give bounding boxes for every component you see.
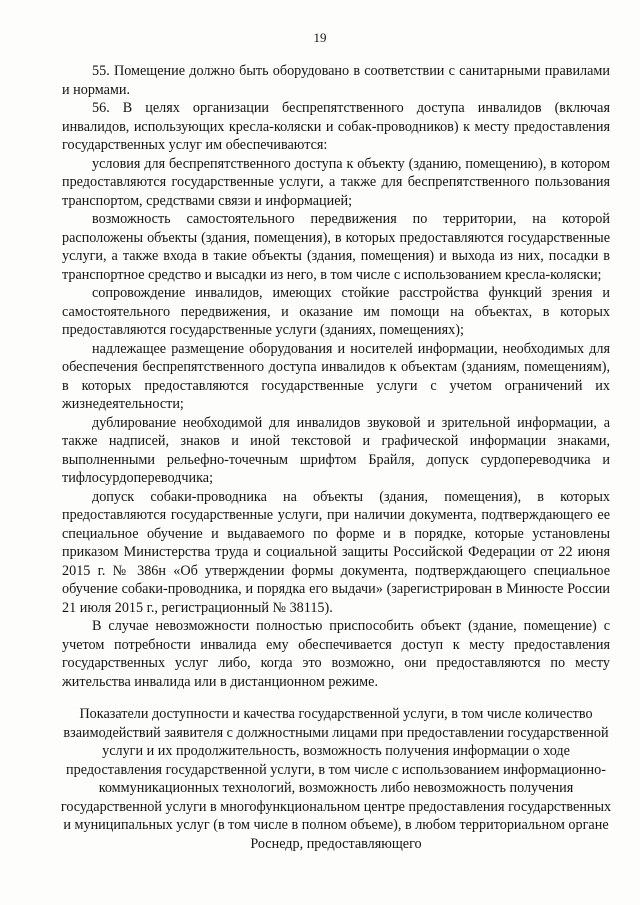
paragraph-escort: сопровождение инвалидов, имеющих стойкие расстройства функций зрения и самостоятельного передвижения, и оказание им помощи на объектах, в которых предоставляются государственные услуги (зданиях, помещениях); [62, 285, 610, 338]
paragraph-impossibility: В случае невозможности полностью приспособить объект (здание, помещение) с учетом потребности инвалида ему обеспечивается доступ к месту предоставления государственных услуг либо, когда это возможно, они предоставляются по месту жительства инвалида или в дистанционном режиме. [62, 618, 610, 690]
paragraph-duplication: дублирование необходимой для инвалидов звуковой и зрительной информации, а также надписей, знаков и иной текстовой и графической информации знаками, выполненными рельефно-точечным шрифтом Брайля, допуск сурдопереводчика и тифлосурдопереводчика; [62, 414, 610, 486]
paragraph-independent-movement: возможность самостоятельного передвижения по территории, на которой расположены объекты (здания, помещения), в которых предоставляются государственные услуги, а также входа в такие объекты (здания, помещения) и выхода из них, посадки в транспортное средство и высадки из него, в том числе с использованием кресла-коляски; [62, 211, 610, 283]
paragraph-guide-dog: допуск собаки-проводника на объекты (здания, помещения), в которых предоставляются государственные услуги, при наличии документа, подтверждающего ее специальное обучение и выдаваемого по форме и в порядке, которые установлены приказом Министерства труда и социальной защиты Российской Федерации от 22 июня 2015 г. № 386н «Об утверждении формы документа, подтверждающего специальное обучение собаки-проводника, и порядка его выдачи» (зарегистрирован в Минюсте России 21 июля 2015 г., регистрационный № 38115). [62, 488, 610, 616]
paragraph-equipment-placement: надлежащее размещение оборудования и носителей информации, необходимых для обеспечения беспрепятственного доступа инвалидов к объектам (зданиям, помещениям), в которых предоставляются государственные услуги с учетом ограничений их жизнедеятельности; [62, 340, 610, 412]
body-text [62, 62, 610, 691]
page-number: 19 [313, 30, 327, 45]
paragraph-56: 56. В целях организации беспрепятственного доступа инвалидов (включая инвалидов, использующих кресла-коляски и собак-проводников) к месту предоставления государственных услуг им обеспечиваются: [62, 100, 610, 153]
paragraph-55: 55. Помещение должно быть оборудовано в соответствии с санитарными правилами и нормами. [62, 63, 610, 98]
paragraph-access-conditions: условия для беспрепятственного доступа к объекту (зданию, помещению), в котором предоставляются государственные услуги, а также для беспрепятственного пользования транспортом, средствами связи и информацией; [62, 155, 610, 209]
section-heading: Показатели доступности и качества государственной услуги, в том числе количество взаимодействий заявителя с должностными лицами при предоставлении государственной услуги и их продолжительность, возможность получения информации о ходе предоставления государственной услуги, в том числе с использованием информационно-коммуникационных технологий, возможность либо невозможность получения государственной услуги в многофункциональном центре предоставления государственных и муниципальных услуг (в том числе в полном объеме), в любом территориальном органе Роснедр, предоставляющего [60, 706, 612, 852]
